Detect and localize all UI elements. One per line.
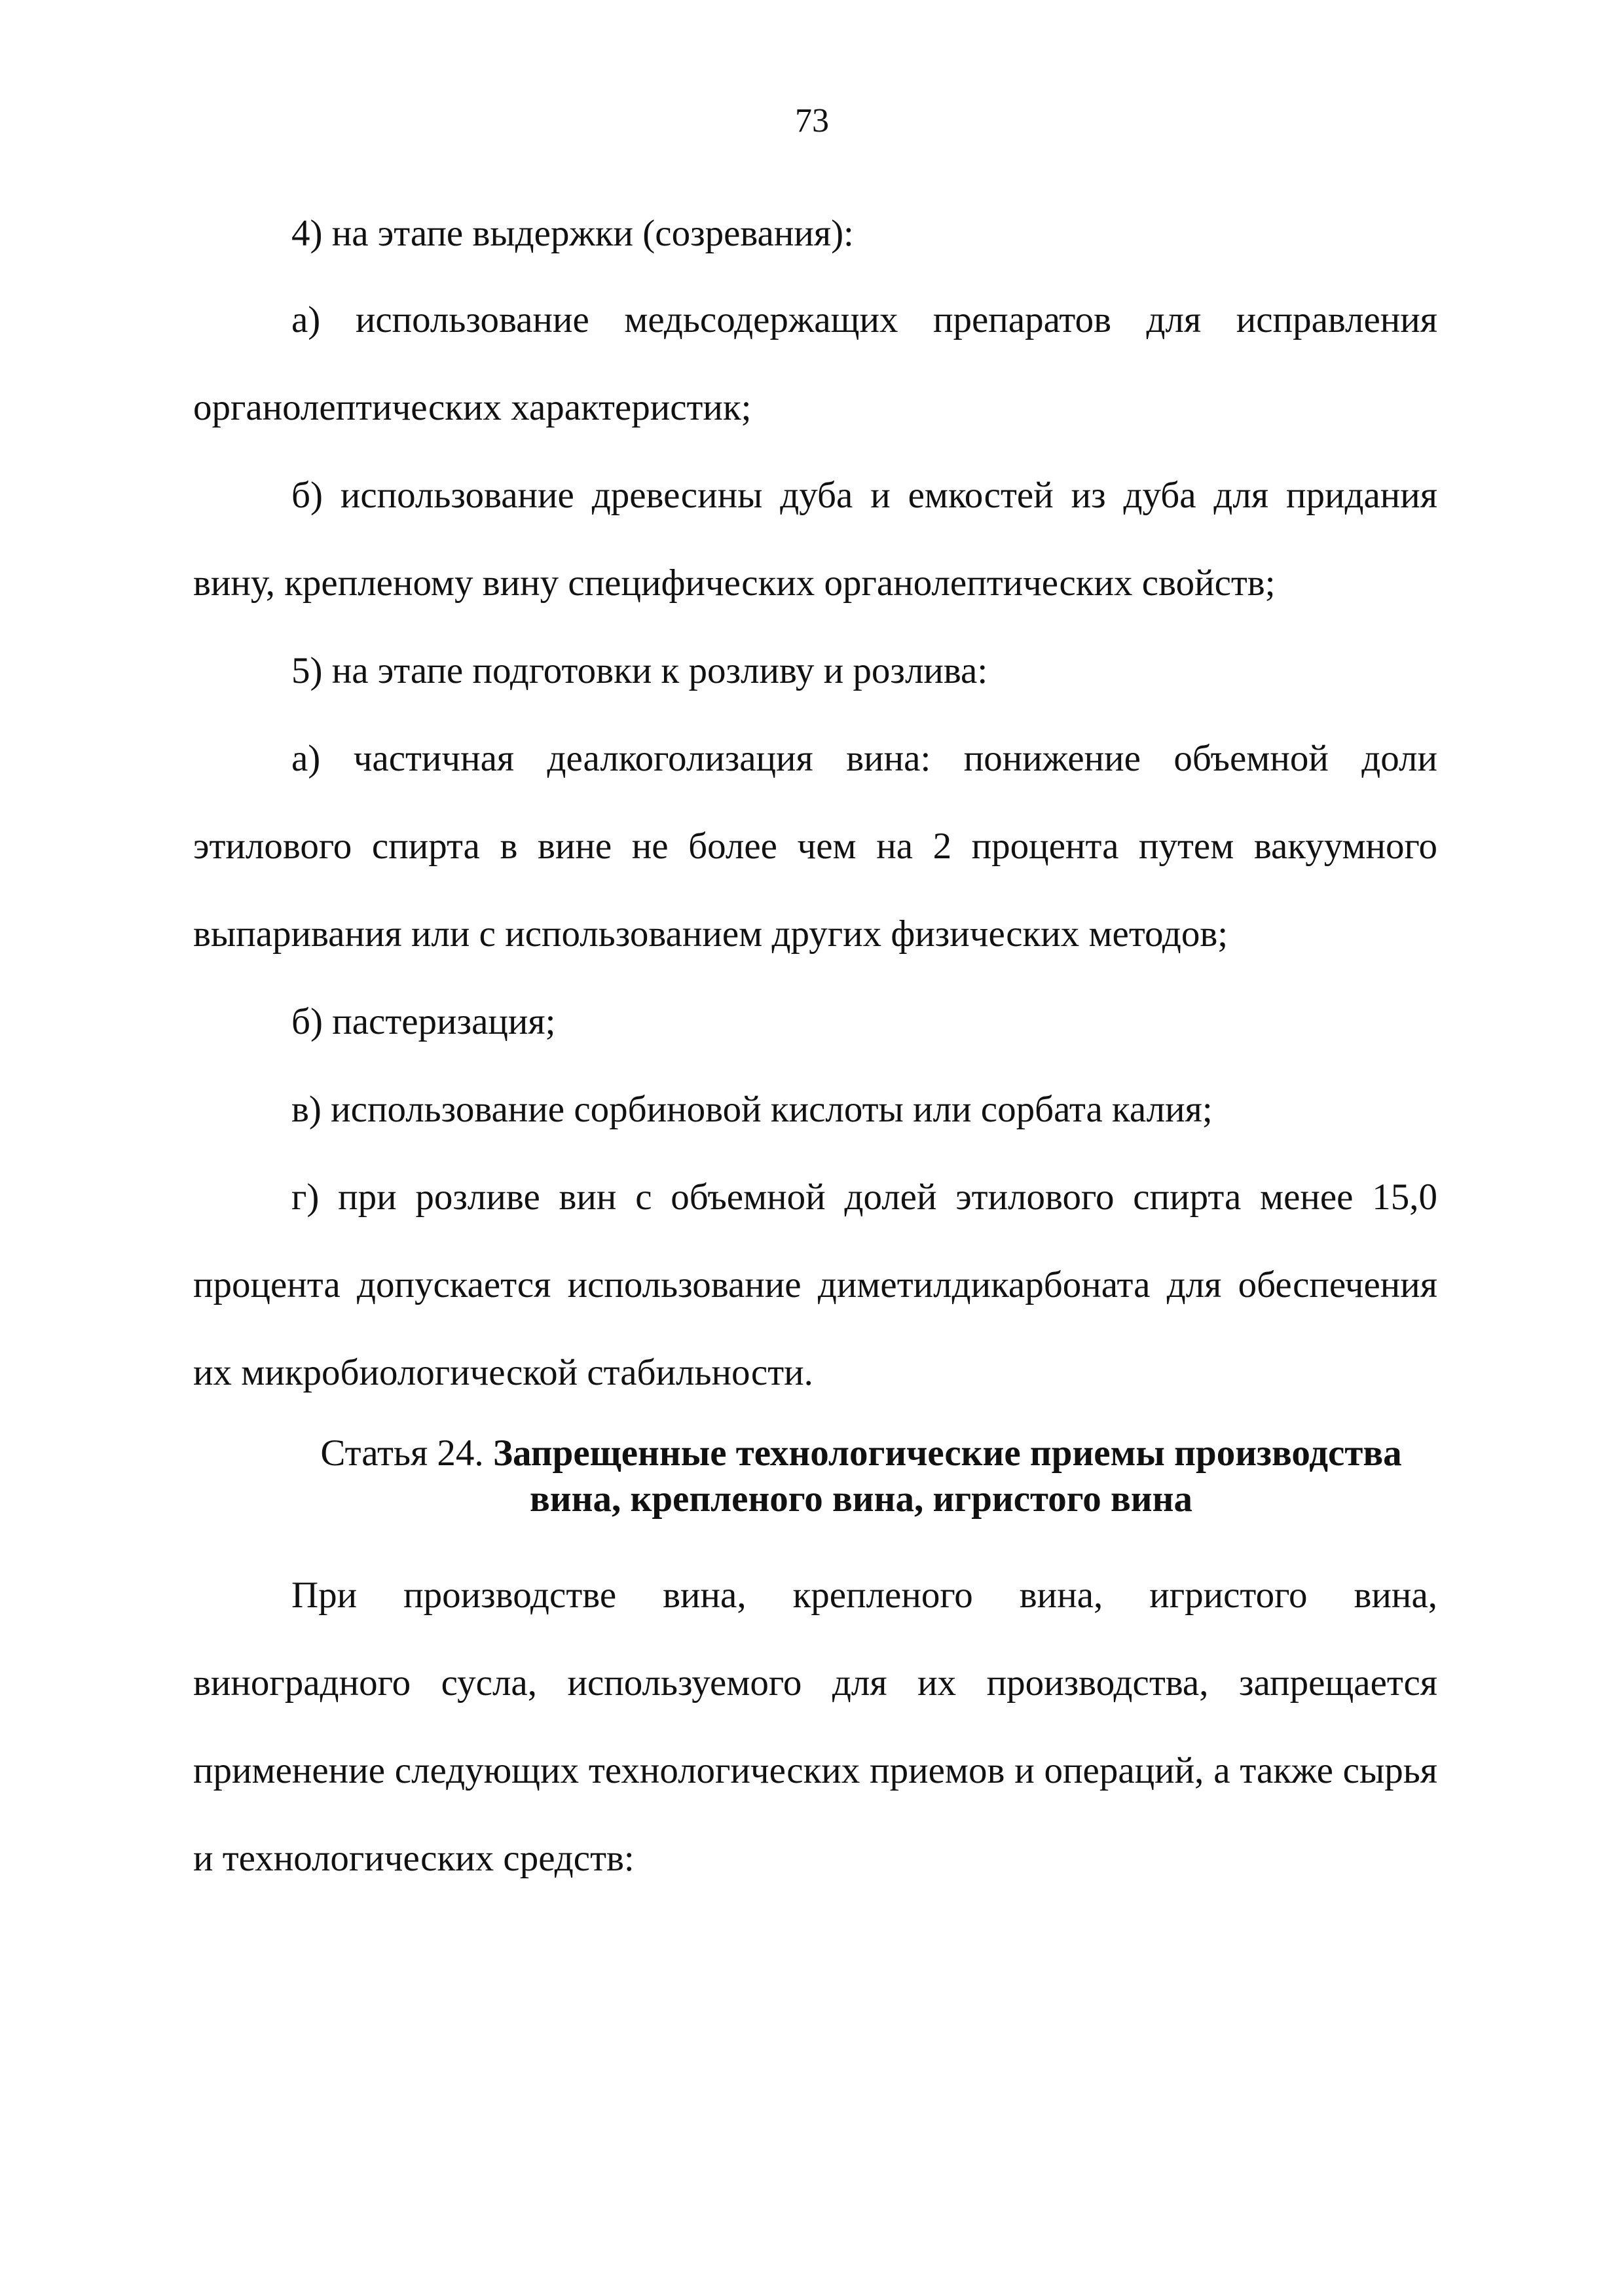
article-title: Запрещенные технологические приемы производства вина, крепленого вина, игристого вина	[492, 1432, 1402, 1520]
paragraph-stage-aging: 4) на этапе выдержки (созревания):	[291, 213, 854, 254]
page-number: 73	[795, 102, 829, 139]
paragraph-bottling-a: а) частичная деалкоголизация вина: понижение объемной доли этилового спирта в вине не более чем на 2 процента путем вакуумного выпаривания или с использованием других физических методов;	[193, 738, 1437, 955]
paragraph-bottling-b: б) пастеризация;	[291, 1001, 556, 1042]
paragraph-aging-a: а) использование медьсодержащих препаратов для исправления органолептических характеристик;	[193, 299, 1437, 428]
paragraph-bottling-c: в) использование сорбиновой кислоты или сорбата калия;	[291, 1089, 1213, 1130]
paragraph-aging-b: б) использование древесины дуба и емкостей из дуба для придания вину, крепленому вину специфических органолептических свойств;	[193, 475, 1437, 604]
paragraph-stage-bottling: 5) на этапе подготовки к розливу и розлива:	[291, 650, 988, 691]
paragraph-bottling-d: г) при розливе вин с объемной долей этилового спирта менее 15,0 процента допускается использование диметилдикарбоната для обеспечения их микробиологической стабильности.	[193, 1176, 1437, 1393]
article-heading	[193, 1430, 1437, 1522]
article-label: Статья 24.	[320, 1432, 484, 1474]
article-body: При производстве вина, крепленого вина, игристого вина, виноградного сусла, используемого для их производства, запрещается применение следующих технологических приемов и операций, а также сырья и технологических средств:	[193, 1575, 1437, 1879]
